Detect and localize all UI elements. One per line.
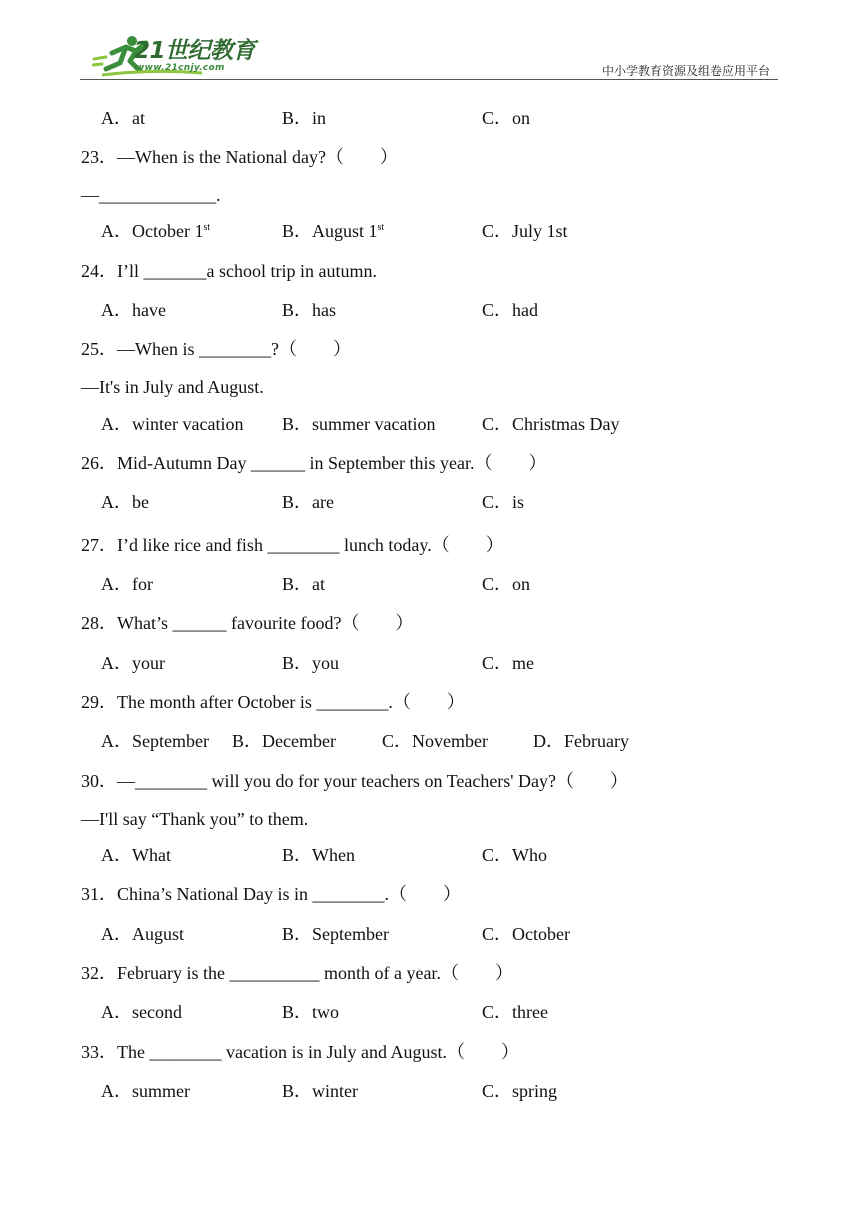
q30-option-b[interactable]: B．When <box>282 845 355 865</box>
q29-options <box>0 732 860 754</box>
q26-option-b[interactable]: B．are <box>282 492 334 512</box>
q29-option-a[interactable]: A．September <box>101 731 209 751</box>
q25-option-b[interactable]: B．summer vacation <box>282 414 436 434</box>
q30-reply: —I'll say “Thank you” to them. <box>81 809 309 829</box>
q23-option-c[interactable]: C．July 1st <box>482 221 568 241</box>
q28-option-b[interactable]: B．you <box>282 653 340 673</box>
header-divider <box>80 79 778 80</box>
q22-option-a[interactable]: A．at <box>101 108 145 128</box>
q24-options <box>0 301 860 323</box>
q26-option-a[interactable]: A．be <box>101 492 149 512</box>
q22-options <box>0 109 860 131</box>
q28-option-c[interactable]: C．me <box>482 653 534 673</box>
q27-option-a[interactable]: A．for <box>101 574 153 594</box>
q32-option-c[interactable]: C．three <box>482 1002 548 1022</box>
q23-stem: 23．—When is the National day?（ ） <box>81 147 398 167</box>
q32-option-b[interactable]: B．two <box>282 1002 340 1022</box>
q25-stem: 25．—When is ________?（ ） <box>81 339 351 359</box>
q31-options <box>0 925 860 947</box>
q29-option-b[interactable]: B．December <box>232 731 336 751</box>
q33-option-b[interactable]: B．winter <box>282 1081 358 1101</box>
q30-stem: 30．—________ will you do for your teachers on Teachers' Day?（ ） <box>81 771 629 791</box>
q32-stem: 32．February is the __________ month of a year.（ ） <box>81 963 513 983</box>
q22-option-c[interactable]: C．on <box>482 108 531 128</box>
q29-option-c[interactable]: C．November <box>382 731 488 751</box>
q29-option-d[interactable]: D．February <box>533 731 629 751</box>
q26-options <box>0 493 860 515</box>
q26-stem: 26．Mid-Autumn Day ______ in September this year.（ ） <box>81 453 547 473</box>
page-header <box>80 30 778 82</box>
q25-reply: —It's in July and August. <box>81 377 264 397</box>
logo-url: www.21cnjy.com <box>136 63 225 73</box>
q23-answer-line: —_____________. <box>81 185 221 205</box>
q25-option-a[interactable]: A．winter vacation <box>101 414 244 434</box>
q28-options <box>0 654 860 676</box>
q32-option-a[interactable]: A．second <box>101 1002 182 1022</box>
q33-options <box>0 1082 860 1104</box>
q23-option-b[interactable]: B．August 1st <box>282 221 385 241</box>
q23-options <box>0 222 860 244</box>
q22-option-b[interactable]: B．in <box>282 108 327 128</box>
q25-option-c[interactable]: C．Christmas Day <box>482 414 620 434</box>
q33-option-a[interactable]: A．summer <box>101 1081 190 1101</box>
q31-option-a[interactable]: A．August <box>101 924 185 944</box>
platform-name: 中小学教育资源及组卷应用平台 <box>601 64 770 78</box>
q31-option-c[interactable]: C．October <box>482 924 570 944</box>
q23-option-a[interactable]: A．October 1st <box>101 221 211 241</box>
q28-stem: 28．What’s ______ favourite food?（ ） <box>81 613 414 633</box>
q30-options <box>0 846 860 868</box>
q33-option-c[interactable]: C．spring <box>482 1081 558 1101</box>
q31-stem: 31．China’s National Day is in ________.（ ） <box>81 884 461 904</box>
q24-stem: 24．I’ll _______a school trip in autumn. <box>81 261 377 281</box>
logo-text: 21世纪教育 <box>134 38 256 64</box>
q27-option-b[interactable]: B．at <box>282 574 325 594</box>
q27-options <box>0 575 860 597</box>
q31-option-b[interactable]: B．September <box>282 924 389 944</box>
q27-stem: 27．I’d like rice and fish ________ lunch today.（ ） <box>81 535 504 555</box>
q33-stem: 33．The ________ vacation is in July and August.（ ） <box>81 1042 519 1062</box>
q30-option-c[interactable]: C．Who <box>482 845 547 865</box>
q25-options <box>0 415 860 437</box>
q24-option-b[interactable]: B．has <box>282 300 336 320</box>
q29-stem: 29．The month after October is ________.（ ） <box>81 692 465 712</box>
q24-option-c[interactable]: C．had <box>482 300 538 320</box>
q28-option-a[interactable]: A．your <box>101 653 165 673</box>
q30-option-a[interactable]: A．What <box>101 845 171 865</box>
q27-option-c[interactable]: C．on <box>482 574 531 594</box>
q32-options <box>0 1003 860 1025</box>
q26-option-c[interactable]: C．is <box>482 492 525 512</box>
q24-option-a[interactable]: A．have <box>101 300 166 320</box>
